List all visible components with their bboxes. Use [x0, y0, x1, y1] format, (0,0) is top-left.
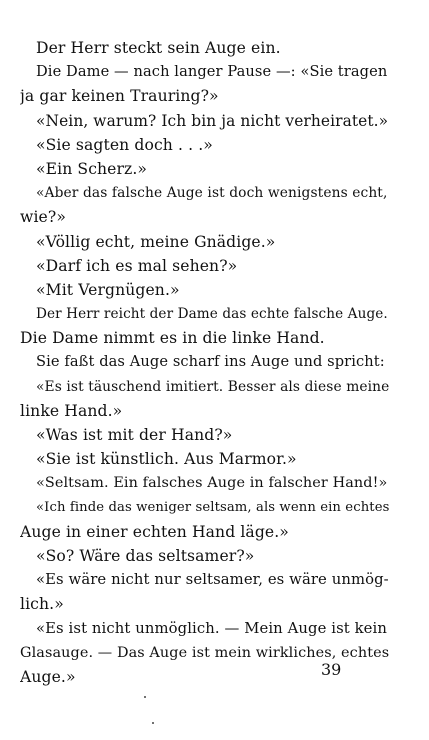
text-line: Der Herr reicht der Dame das echte falsche Auge. [36, 306, 388, 323]
text-line: lich.» [20, 595, 64, 614]
text-line: linke Hand.» [20, 401, 123, 420]
text-line: «So? Wäre das seltsamer?» [36, 546, 255, 565]
text-line: «Völlig echt, meine Gnädige.» [36, 232, 276, 251]
text-line: «Was ist mit der Hand?» [36, 426, 233, 444]
text-line: Auge in einer echten Hand läge.» [20, 522, 289, 541]
text-line: Auge.» [20, 667, 76, 686]
text-line: «Darf ich es mal sehen?» [36, 256, 238, 275]
text-line: «Ein Scherz.» [36, 159, 148, 178]
page-number: 39 [321, 660, 342, 679]
text-line: «Aber das falsche Auge ist doch wenigstens echt, [36, 185, 388, 202]
text-line: wie?» [20, 208, 66, 227]
text-line: ja gar keinen Trauring?» [20, 87, 219, 106]
scan-speck [152, 722, 154, 724]
text-line: «Es ist nicht unmöglich. — Mein Auge ist kein [36, 619, 387, 637]
text-line: «Seltsam. Ein falsches Auge in falscher Hand!» [36, 475, 388, 492]
text-line: Die Dame — nach langer Pause —: «Sie tragen [36, 63, 388, 81]
text-line: «Nein, warum? Ich bin ja nicht verheiratet.» [36, 111, 389, 130]
text-line: «Sie sagten doch . . .» [36, 135, 213, 154]
text-line: Sie faßt das Auge scharf ins Auge und spricht: [36, 353, 385, 371]
text-line: Glasauge. — Das Auge ist mein wirkliches, echtes [20, 644, 389, 661]
text-line: Die Dame nimmt es in die linke Hand. [20, 329, 325, 348]
text-line: «Es wäre nicht nur seltsamer, es wäre unmög- [36, 571, 389, 589]
text-line: Der Herr steckt sein Auge ein. [36, 39, 281, 57]
text-line: «Sie ist künstlich. Aus Marmor.» [36, 450, 297, 469]
text-line: «Ich finde das weniger seltsam, als wenn ein echtes [36, 499, 389, 515]
scan-speck [144, 696, 146, 698]
text-line: «Es ist täuschend imitiert. Besser als diese meine [36, 378, 389, 395]
text-line: «Mit Vergnügen.» [36, 280, 180, 299]
body-text [20, 36, 389, 689]
